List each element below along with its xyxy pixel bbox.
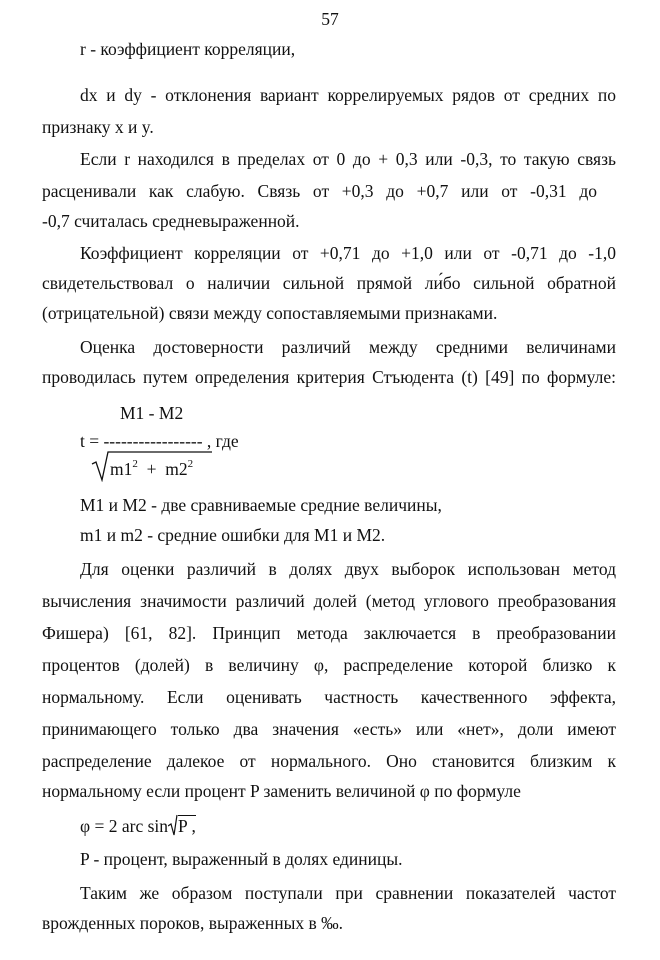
formula-fraction-line: t = ----------------- , где (80, 431, 239, 451)
text-line: P - процент, выраженный в долях единицы. (80, 849, 403, 869)
formula-exponent: 2 (132, 458, 138, 470)
text-line: проводилась путем определения критерия Стъюдента (t) [49] по формуле: (42, 367, 616, 387)
text-line: Оценка достоверности различий между средними величинами (80, 337, 616, 357)
formula-exponent: 2 (187, 458, 194, 470)
text-line: Коэффициент корреляции от +0,71 до +1,0 или от -0,71 до -1,0 (80, 243, 616, 263)
text-line: врожденных пороков, выраженных в ‰. (42, 913, 343, 933)
text-line: расценивали как слабую. Связь от +0,3 до +0,7 или от -0,31 до (42, 181, 597, 201)
phi-formula-sqrt (168, 814, 196, 837)
formula-numerator: M1 - M2 (120, 403, 184, 423)
phi-formula (80, 814, 196, 837)
text-line: Фишера) [61, 82]. Принцип метода заключается в преобразовании (42, 623, 616, 643)
text-line: (отрицательной) связи между сопоставляемыми признаками. (42, 303, 498, 323)
text-line: -0,7 считалась средневыраженной. (42, 211, 300, 231)
text-line: Если r находился в пределах от 0 до + 0,3 или -0,3, то такую связь (80, 149, 616, 169)
text-line: m1 и m2 - средние ошибки для M1 и M2. (80, 525, 386, 545)
text-line: Для оценки различий в долях двух выборок использован метод (80, 559, 616, 579)
text-line: признаку x и y. (42, 117, 154, 137)
text-line: dx и dy - отклонения вариант коррелируемых рядов от средних по (80, 85, 616, 105)
formula-m2: m2 (165, 459, 188, 479)
text-line: нормальному если процент P заменить величиной φ по формуле (42, 781, 521, 801)
text-line: вычисления значимости различий долей (метод углового преобразования (42, 591, 616, 611)
formula-plus: + (146, 459, 157, 479)
formula-m1: m1 (110, 459, 133, 479)
formula-denominator-sqrt (90, 450, 215, 482)
text-line: распределение далекое от нормального. Оно становится близким к (42, 751, 616, 771)
phi-formula-radicand: P , (178, 816, 196, 836)
text-line: свидетельствовал о наличии сильной прямой ли́бо сильной обратной (42, 273, 616, 293)
text-line: принимающего только два значения «есть» или «нет», доли имеют (42, 719, 616, 739)
text-line-correlation-coefficient: r - коэффициент корреляции, (80, 39, 296, 59)
text-line: M1 и M2 - две сравниваемые средние величины, (80, 495, 442, 515)
sqrt-sign-icon (168, 814, 178, 836)
text-line: Таким же образом поступали при сравнении показателей частот (80, 883, 616, 903)
page-number: 57 (321, 9, 339, 29)
text-line: процентов (долей) в величину φ, распределение которой близко к (42, 655, 616, 675)
text-line: нормальному. Если оценивать частность качественного эффекта, (42, 687, 616, 707)
phi-formula-left: φ = 2 arc sin (80, 816, 169, 836)
